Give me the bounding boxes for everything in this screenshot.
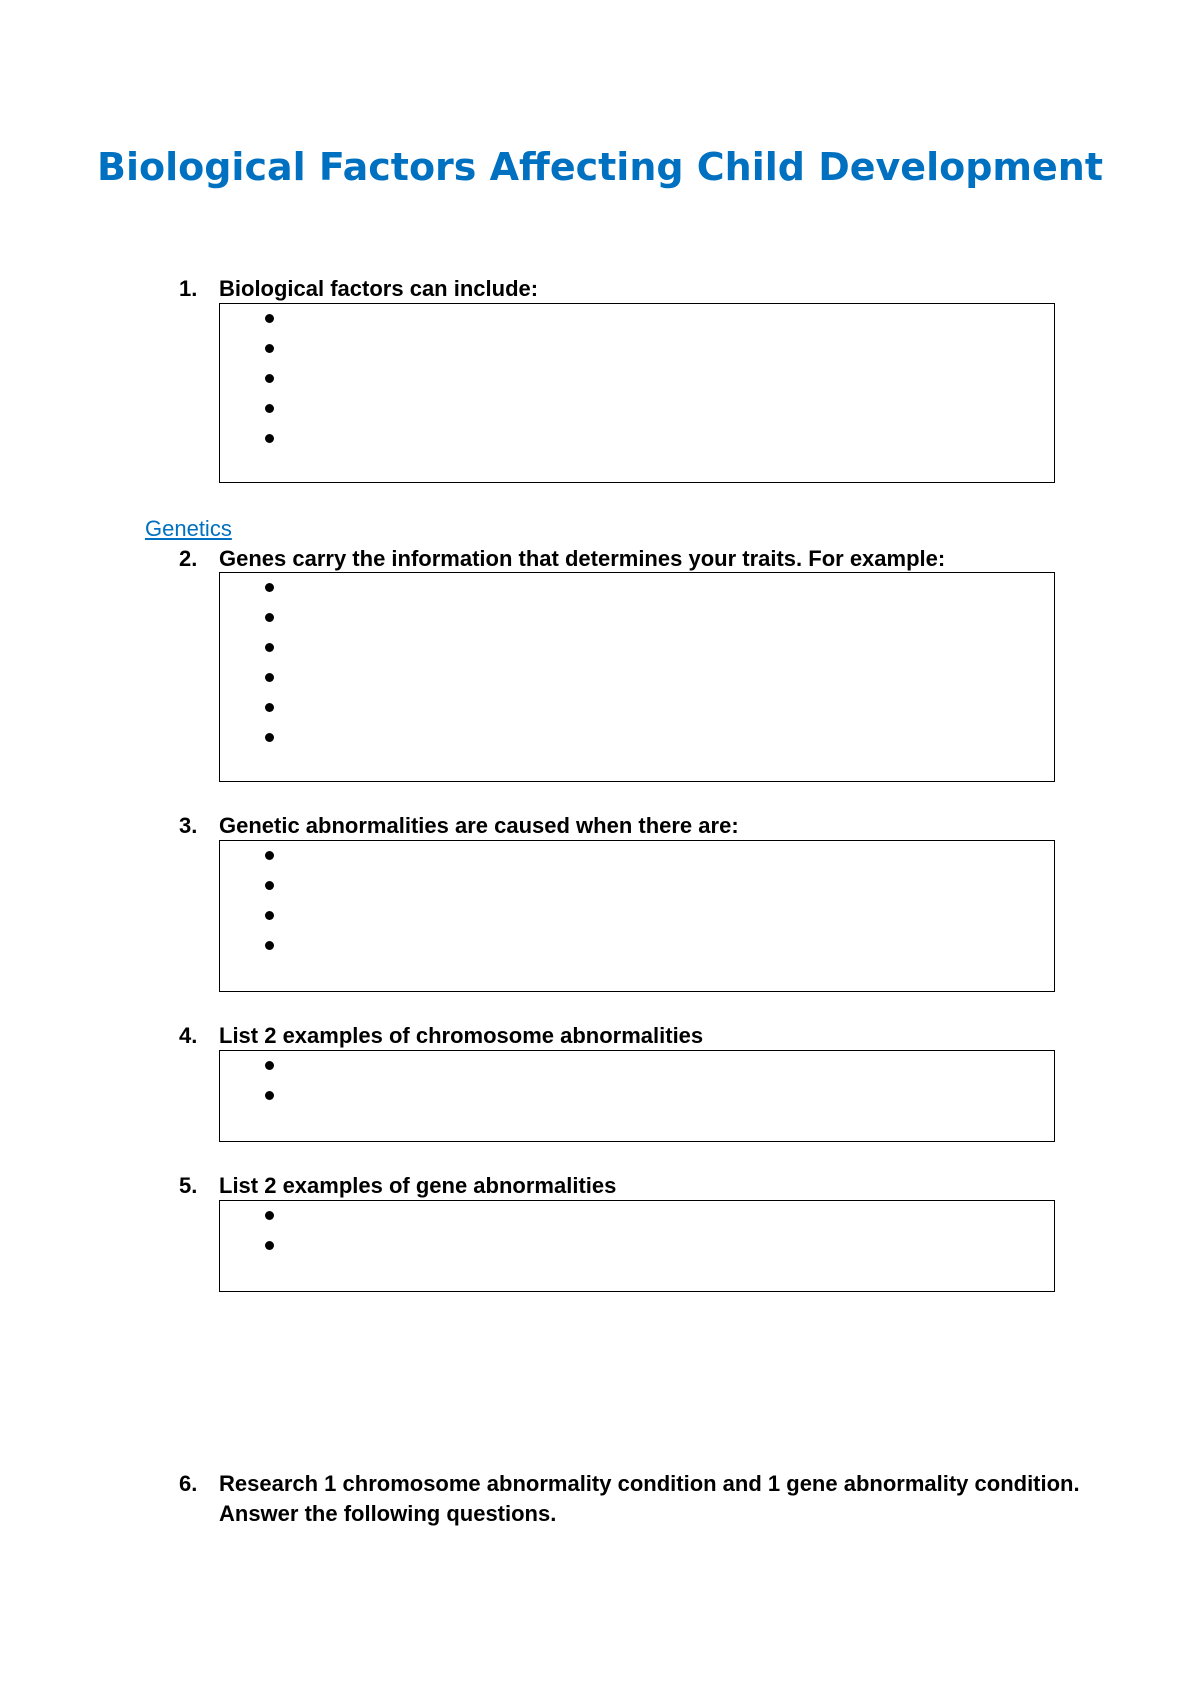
bullet-icon: [265, 881, 274, 890]
bullet-icon: [265, 1211, 274, 1220]
question-2: [179, 544, 945, 574]
bullet-item[interactable]: [220, 693, 1054, 723]
question-4: [179, 1021, 703, 1051]
bullet-item[interactable]: [220, 901, 1054, 931]
bullet-icon: [265, 733, 274, 742]
answer-box-1[interactable]: [219, 303, 1055, 483]
question-5: [179, 1171, 616, 1201]
question-number: 6.: [179, 1471, 198, 1496]
question-number: 4.: [179, 1023, 198, 1048]
question-text: List 2 examples of gene abnormalities: [219, 1173, 617, 1198]
bullet-item[interactable]: [220, 1081, 1054, 1111]
bullet-item[interactable]: [220, 633, 1054, 663]
bullet-item[interactable]: [220, 334, 1054, 364]
bullet-list: [220, 841, 1054, 961]
answer-box-4[interactable]: [219, 1050, 1055, 1142]
bullet-item[interactable]: [220, 841, 1054, 871]
question-text: Biological factors can include:: [219, 276, 539, 301]
bullet-item[interactable]: [220, 871, 1054, 901]
page-title: Biological Factors Affecting Child Development: [97, 145, 1103, 189]
bullet-icon: [265, 434, 274, 443]
question-number: 2.: [179, 546, 198, 571]
bullet-list: [220, 1051, 1054, 1111]
bullet-item[interactable]: [220, 1201, 1054, 1231]
question-number: 1.: [179, 276, 198, 301]
question-3: [179, 811, 739, 841]
bullet-item[interactable]: [220, 304, 1054, 334]
bullet-icon: [265, 404, 274, 413]
question-number: 5.: [179, 1173, 198, 1198]
bullet-icon: [265, 703, 274, 712]
bullet-item[interactable]: [220, 931, 1054, 961]
bullet-icon: [265, 613, 274, 622]
bullet-item[interactable]: [220, 723, 1054, 753]
bullet-list: [220, 304, 1054, 454]
section-heading-genetics[interactable]: Genetics: [145, 516, 232, 541]
bullet-icon: [265, 673, 274, 682]
bullet-icon: [265, 941, 274, 950]
question-number: 3.: [179, 813, 198, 838]
bullet-item[interactable]: [220, 364, 1054, 394]
question-text: Research 1 chromosome abnormality condition and 1 gene abnormality condition.: [219, 1471, 1080, 1496]
bullet-list: [220, 573, 1054, 753]
answer-box-3[interactable]: [219, 840, 1055, 992]
bullet-item[interactable]: [220, 1231, 1054, 1261]
question-text: List 2 examples of chromosome abnormalities: [219, 1023, 704, 1048]
bullet-item[interactable]: [220, 424, 1054, 454]
bullet-icon: [265, 344, 274, 353]
answer-box-5[interactable]: [219, 1200, 1055, 1292]
question-text: Genetic abnormalities are caused when there are:: [219, 813, 739, 838]
bullet-icon: [265, 1091, 274, 1100]
bullet-icon: [265, 314, 274, 323]
bullet-icon: [265, 851, 274, 860]
question-1: [179, 274, 538, 304]
question-text: Genes carry the information that determines your traits. For example:: [219, 546, 946, 571]
bullet-icon: [265, 1061, 274, 1070]
bullet-item[interactable]: [220, 603, 1054, 633]
bullet-icon: [265, 911, 274, 920]
bullet-item[interactable]: [220, 394, 1054, 424]
bullet-icon: [265, 374, 274, 383]
question-text-block: [219, 1469, 1080, 1529]
bullet-icon: [265, 1241, 274, 1250]
bullet-item[interactable]: [220, 573, 1054, 603]
bullet-item[interactable]: [220, 663, 1054, 693]
bullet-icon: [265, 583, 274, 592]
answer-box-2[interactable]: [219, 572, 1055, 782]
bullet-list: [220, 1201, 1054, 1261]
bullet-item[interactable]: [220, 1051, 1054, 1081]
bullet-icon: [265, 643, 274, 652]
question-6: [179, 1469, 1080, 1529]
question-text-line2: Answer the following questions.: [219, 1501, 557, 1526]
